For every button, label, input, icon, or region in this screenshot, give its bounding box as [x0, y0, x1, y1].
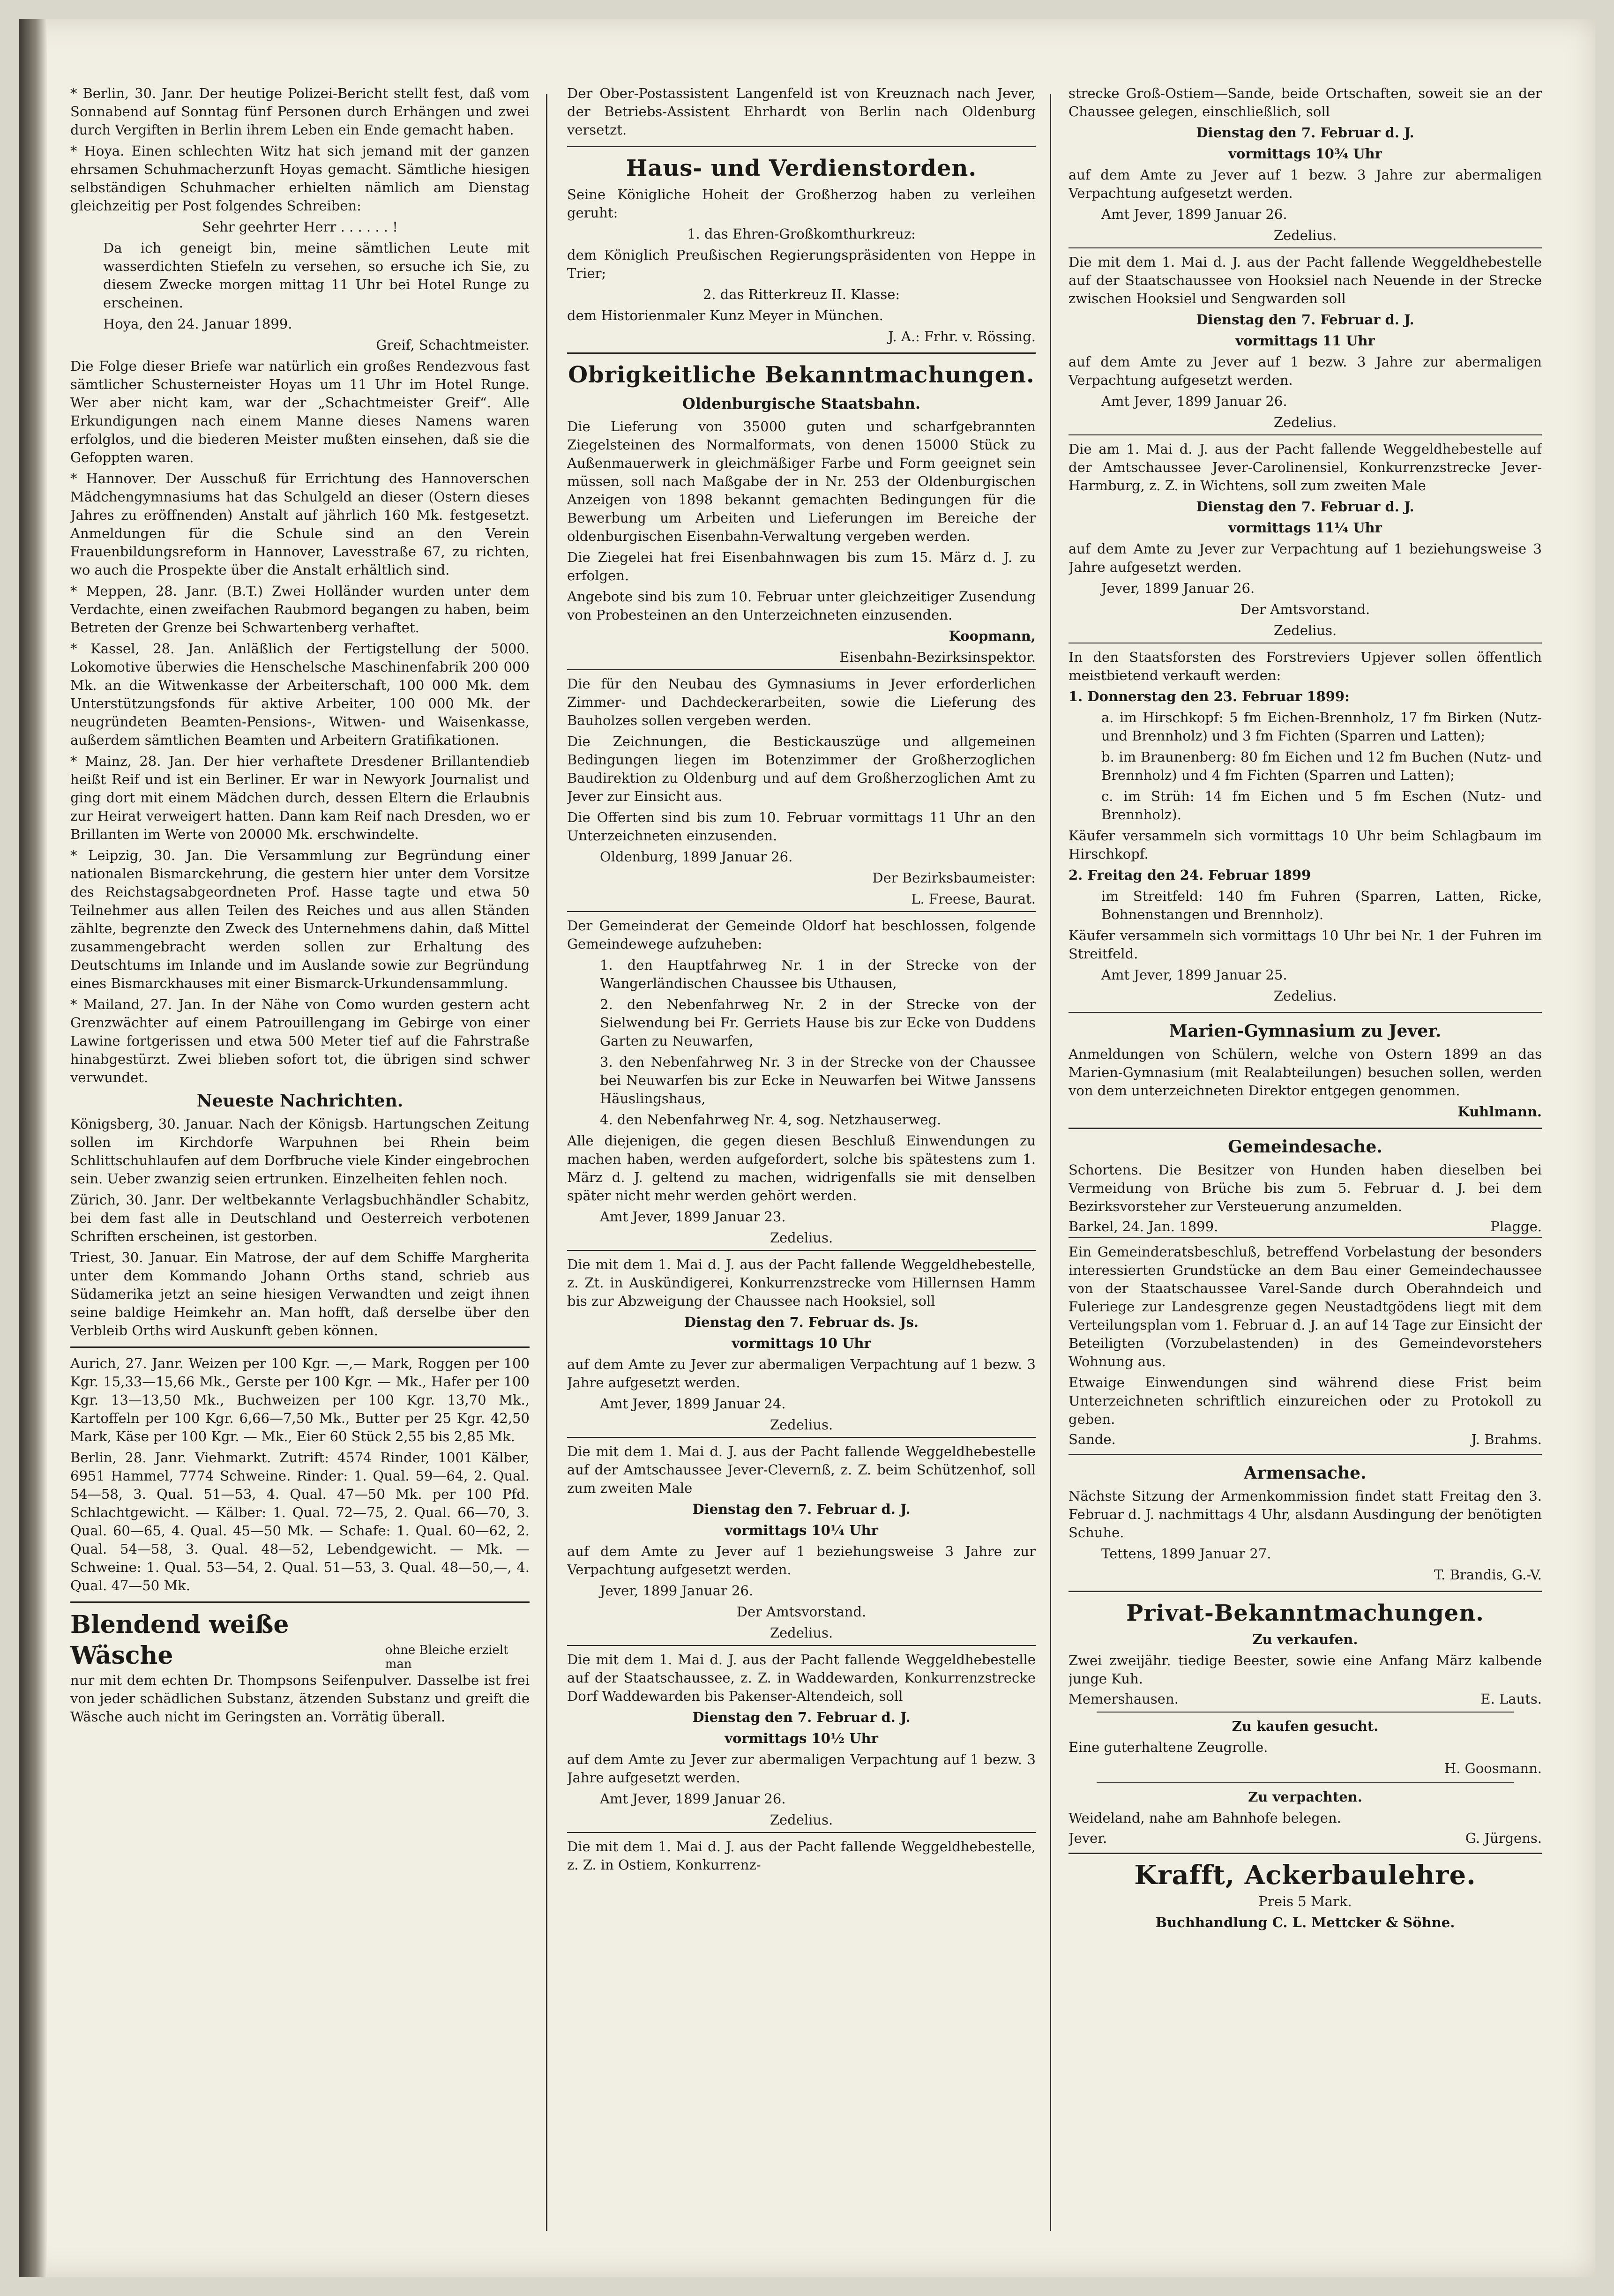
section-title-marien: Marien-Gymnasium zu Jever.	[1169, 1021, 1442, 1041]
ad-signature: G. Jürgens.	[1465, 1830, 1542, 1846]
notice-forst: Käufer versammeln sich vormittags 10 Uhr beim Schlagbaum im Hirschkopf.	[1069, 828, 1542, 862]
letter-body: Da ich geneigt bin, meine sämtlichen Leute mit wasserdichten Stiefeln zu versehen, so ersuche ich Sie, zu diesem Zwecke morgen mittag 11 Uhr bei Hotel Runge zu erscheinen.	[103, 240, 530, 311]
ad-kaufen: Eine guterhaltene Zeugrolle.	[1069, 1739, 1268, 1755]
notice-weggeld: Die mit dem 1. Mai d. J. aus der Pacht fallende Weggeldhebestelle auf der Amtschaussee Jever-Clevernß, z. Z. beim Schützenhof, soll zum zweiten Male	[567, 1443, 1036, 1496]
news-meppen: * Meppen, 28. Janr. (B.T.) Zwei Holländer wurden unter dem Verdachte, einen zweifachen Raubmord begangen zu haben, beim Betreten der Grenze bei Schwartenberg verhaftet.	[70, 583, 530, 636]
divider	[1069, 1591, 1542, 1592]
divider	[567, 1437, 1036, 1438]
orden-item: 2. das Ritterkreuz II. Klasse:	[702, 286, 900, 302]
notice-weggeld-time: vormittags 10½ Uhr	[725, 1730, 878, 1746]
news-mailand: * Mailand, 27. Jan. In der Nähe von Como wurden gestern acht Grenzwächter auf einem Patrouillengang im Gebirge von einer Lawine fortgerissen und etwa 500 Meter tief auf die Fahrstraße hinabgestürzt. Zwei blieben sofort tot, die übrigen sind schwer verwundet.	[70, 996, 530, 1085]
notice-signature: L. Freese, Baurat.	[911, 891, 1036, 907]
section-title-orden: Haus- und Verdienstorden.	[626, 155, 977, 181]
column-3	[1069, 84, 1542, 2231]
ad-place: Jever.	[1069, 1830, 1107, 1846]
divider	[1097, 1782, 1514, 1783]
section-title-privat: Privat-Bekanntmachungen.	[1126, 1600, 1484, 1626]
notice-weggeld: auf dem Amte zu Jever auf 1 beziehungsweise 3 Jahre zur Verpachtung aufgesetzt werden.	[567, 1543, 1036, 1578]
notice-weggeld: Die mit dem 1. Mai d. J. aus der Pacht fallende Weggeldhebestelle, z. Z. in Ostiem, Konkurrenz-	[567, 1839, 1036, 1873]
news-hoya: * Hoya. Einen schlechten Witz hat sich jemand mit der ganzen ehrsamen Schuhmacherzunft Hoyas gemacht. Sämtliche hiesigen selbständigen Schuhmacher erhielten nämlich am Dienstag gleichzeitig per Post folgendes Schreiben:	[70, 143, 530, 214]
ad-signature: E. Lauts.	[1480, 1691, 1542, 1707]
notice-weggeld-date: Dienstag den 7. Februar d. J.	[1196, 312, 1414, 328]
subheading-staatsbahn: Oldenburgische Staatsbahn.	[682, 395, 921, 412]
market-aurich: Aurich, 27. Janr. Weizen per 100 Kgr. —,— Mark, Roggen per 100 Kgr. 15,33—15,66 Mk., Gerste per 100 Kgr. — Mk., Hafer per 100 Kgr. 13—13,50 Mk., Buchweizen per 100 Kgr. 13,70 Mk., Kartoffeln per 100 Kgr. 6,66—7,50 Mk., Butter per 25 Kgr. 42,50 Mark, Käse per 100 Kgr. — Mk., Eier 60 Stück 2,55 bis 2,85 Mk.	[70, 1355, 530, 1444]
notice-gymnasium: Die für den Neubau des Gymnasiums in Jever erforderlichen Zimmer- und Dachdeckerarbeiten, sowie die Lieferung des Bauholzes sollen vergeben werden.	[567, 676, 1036, 728]
notice-oldorf: Der Gemeinderat der Gemeinde Oldorf hat beschlossen, folgende Gemeindewege aufzuheben:	[567, 918, 1036, 952]
notice-date: Amt Jever, 1899 Januar 26.	[1101, 206, 1287, 222]
divider	[1069, 1012, 1542, 1013]
notice-signature: Plagge.	[1490, 1219, 1542, 1234]
notice-weggeld-date: Dienstag den 7. Februar d. J.	[1196, 125, 1414, 141]
subheading-verpachten: Zu verpachten.	[1248, 1789, 1362, 1805]
orden-intro: Seine Königliche Hoheit der Großherzog haben zu verleihen geruht:	[567, 187, 1036, 221]
letter-date: Hoya, den 24. Januar 1899.	[103, 316, 292, 332]
notice-oldorf-item: 1. den Hauptfahrweg Nr. 1 in der Strecke von der Wangerländischen Chaussee bis Uthausen,	[600, 957, 1036, 991]
notice-sande: Etwaige Einwendungen sind während diese Frist beim Unterzeichneten schriftlich einzureichen oder zu Protokoll zu geben.	[1069, 1375, 1542, 1427]
notice-weggeld-time: vormittags 10 Uhr	[732, 1335, 871, 1351]
divider	[1097, 1712, 1514, 1713]
notice-armen: Nächste Sitzung der Armenkommission findet statt Freitag den 3. Februar d. J. nachmittags 4 Uhr, alsdann Ausdingung der benötigten Schuhe.	[1069, 1488, 1542, 1541]
notice-oldorf-item: 2. den Nebenfahrweg Nr. 2 in der Strecke von der Sielwendung bei Fr. Gerriets Hause bis zur Ecke von Duddens Garten zu Neuwarfen,	[600, 996, 1036, 1049]
signature-row	[1069, 1431, 1542, 1447]
divider	[70, 1346, 530, 1348]
ad-place: Memershausen.	[1069, 1691, 1179, 1707]
notice-forst-date: 2. Freitag den 24. Februar 1899	[1069, 867, 1311, 883]
notice-weggeld: auf dem Amte zu Jever zur abermaligen Verpachtung auf 1 bezw. 3 Jahre aufgesetzt werden.	[567, 1356, 1036, 1391]
notice-date: Amt Jever, 1899 Januar 24.	[600, 1396, 786, 1412]
news-hannover: * Hannover. Der Ausschuß für Errichtung des Hannoverschen Mädchengymnasiums hat das Schulgeld an dieser (Ostern dieses Jahres zu eröffnenden) Anstalt auf jährlich 160 Mk. festgesetzt. Anmeldungen für die Schule sind an den Verein Frauenbildungsreform in Hannover, Lavesstraße 67, zu richten, wo auch die Prospekte über die Anstalt erhältlich sind.	[70, 471, 530, 578]
ad-side-text: ohne Bleiche erzielt man	[385, 1643, 508, 1671]
letter-signature: Greif, Schachtmeister.	[376, 337, 530, 353]
ad-krafft-price: Preis 5 Mark.	[1258, 1893, 1352, 1909]
signature-row	[1069, 1830, 1542, 1846]
notice-bahn: Die Lieferung von 35000 guten und scharfgebrannten Ziegelsteinen des Normalformats, von denen 15000 Stück zu Außenmauerwerk in gleichmäßiger Farbe und Form geeignet sein müssen, soll nach Maßgabe der in Nr. 253 der Oldenburgischen Anzeigen von 1898 bekannt gemachten Bedingungen für die Bewerbung um Arbeiten und Lieferungen im Bereiche der oldenburgischen Eisenbahn-Verwaltung vergeben werden.	[567, 419, 1036, 544]
divider	[70, 1601, 530, 1603]
notice-weggeld: auf dem Amte zu Jever zur Verpachtung auf 1 beziehungsweise 3 Jahre aufgesetzt werden.	[1069, 541, 1542, 575]
notice-weggeld: auf dem Amte zu Jever zur abermaligen Verpachtung auf 1 bezw. 3 Jahre aufgesetzt werden.	[567, 1751, 1036, 1786]
notice-weggeld-date: Dienstag den 7. Februar d. J.	[1196, 499, 1414, 515]
notice-date: Barkel, 24. Jan. 1899.	[1069, 1219, 1218, 1234]
notice-signature: Koopmann,	[949, 628, 1036, 644]
notice-signature: Zedelius.	[770, 1230, 833, 1246]
news-triest: Triest, 30. Januar. Ein Matrose, der auf dem Schiffe Margherita unter dem Kommando Johann Orths stand, schrieb aus Südamerika jetzt an seine hiesigen Verwandten und zeigt ihnen seine baldige Heimkehr an. Man hofft, daß derselbe über den Verbleib Orths wird Auskunft geben können.	[70, 1249, 530, 1339]
notice-signature: J. Brahms.	[1471, 1431, 1542, 1447]
notice-weggeld: Die mit dem 1. Mai d. J. aus der Pacht fallende Weggeldhebestelle, z. Zt. in Auskündigerei, Konkurrenzstrecke vom Hillernsen Hamm bis zur Abzweigung der Chaussee nach Hooksiel, soll	[567, 1256, 1036, 1309]
notice-signature: Zedelius.	[770, 1625, 833, 1641]
divider	[567, 911, 1036, 912]
divider	[1069, 1454, 1542, 1455]
notice-weggeld-time: vormittags 10¾ Uhr	[1228, 146, 1382, 162]
news-hoya-followup: Die Folge dieser Briefe war natürlich ein großes Rendezvous fast sämtlicher Schusterneister Hoyas um 11 Uhr im Hotel Runge. Wer aber nicht kam, war der „Schachtmeister Greif“. Alle Erkundigungen nach einem Manne dieses Namens waren erfolglos, und die biederen Meister mußten einsehen, daß sie die Gefoppten waren.	[70, 358, 530, 465]
notice-weggeld: auf dem Amte zu Jever auf 1 bezw. 3 Jahre zur abermaligen Verpachtung aufgesetzt werden.	[1069, 354, 1542, 388]
column-rule	[546, 94, 547, 2231]
notice-signature: Der Bezirksbaumeister:	[872, 870, 1036, 886]
notice-forst: In den Staatsforsten des Forstreviers Upjever sollen öffentlich meistbietend verkauft werden:	[1069, 649, 1542, 683]
market-berlin: Berlin, 28. Janr. Viehmarkt. Zutrift: 4574 Rinder, 1001 Kälber, 6951 Hammel, 7774 Schweine. Rinder: 1. Qual. 59—64, 2. Qual. 54—58, 3. Qual. 51—53, 4. Qual. 47—50 Mk. per 100 Pfd. Schlachtgewicht. — Kälber: 1. Qual. 72—75, 2. Qual. 66—70, 3. Qual. 60—65, 4. Qual. 45—50 Mk. — Schafe: 1. Qual. 60—62, 2. Qual. 54—58, 3. Qual. 48—52, Lebendgewicht. — Mk. — Schweine: 1. Qual. 53—54, 2. Qual. 51—53, 3. Qual. 48—50,—, 4. Qual. 47—50 Mk.	[70, 1450, 530, 1593]
newspaper-page	[19, 19, 1595, 2277]
section-title-obrigkeit: Obrigkeitliche Bekanntmachungen.	[568, 362, 1035, 388]
news-leipzig: * Leipzig, 30. Jan. Die Versammlung zur Begründung einer nationalen Bismarckehrung, die gestern hier unter dem Vorsitze des Reichstagsabgeordneten Prof. Hasse tagte und etwa 50 Teilnehmer aus allen Teilen des Reiches und aus allen Ständen zählte, begrenzte den Zweck des Unternehmens dahin, daß Mittel zusammengebracht werden sollen zur Erhaltung des Deutschtums im Inlande und im Auslande sowie zur Begründung eines Bismarckhauses mit einer Bismarck-Urkundensammlung.	[70, 847, 530, 991]
news-berlin: * Berlin, 30. Janr. Der heutige Polizei-Bericht stellt fest, daß vom Sonnabend auf Sonntag fünf Personen durch Erhängen und zwei durch Vergiften in Berlin ihrem Leben ein Ende gemacht haben.	[70, 85, 530, 138]
notice-date: Jever, 1899 Januar 26.	[1101, 580, 1255, 596]
news-mainz: * Mainz, 28. Jan. Der hier verhaftete Dresdener Brillantendieb heißt Reif und ist ein Berliner. Er war in Newyork Journalist und ging dort mit einem Mädchen durch, dessen Eltern die Erlaubnis zur Heirat verweigert hatten. Dann kam Reif nach Dresden, wo er Brillanten im Werte von 20000 Mk. erschwindelte.	[70, 753, 530, 842]
notice-weggeld: auf dem Amte zu Jever auf 1 bezw. 3 Jahre zur abermaligen Verpachtung aufgesetzt werden.	[1069, 167, 1542, 201]
notice-signature: Der Amtsvorstand.	[1240, 601, 1370, 617]
ad-signature: H. Goosmann.	[1444, 1760, 1542, 1776]
notice-signature: T. Brandis, G.-V.	[1434, 1567, 1542, 1583]
notice-forst-item: c. im Strüh: 14 fm Eichen und 5 fm Eschen (Nutz- und Brennholz).	[1101, 788, 1542, 823]
ad-verpachten: Weideland, nahe am Bahnhofe belegen.	[1069, 1810, 1341, 1826]
notice-weggeld: Die am 1. Mai d. J. aus der Pacht fallende Weggeldhebestelle auf der Amtschaussee Jever-Carolinensiel, Konkurrenzstrecke Jever-Harmburg, z. Z. in Wichtens, soll zum zweiten Male	[1069, 441, 1542, 494]
divider	[567, 1250, 1036, 1251]
notice-forst: Käufer versammeln sich vormittags 10 Uhr bei Nr. 1 der Fuhren im Streitfeld.	[1069, 927, 1542, 962]
notice-weggeld-date: Dienstag den 7. Februar d. J.	[692, 1501, 911, 1517]
notice-signature: Zedelius.	[1273, 227, 1337, 243]
notice-forst-date: 1. Donnerstag den 23. Februar 1899:	[1069, 688, 1350, 704]
notice-signature: Kuhlmann.	[1457, 1104, 1542, 1120]
notice-weggeld-date: Dienstag den 7. Februar d. J.	[692, 1709, 911, 1725]
divider	[567, 146, 1036, 147]
notice-bahn: Die Ziegelei hat frei Eisenbahnwagen bis zum 15. März d. J. zu erfolgen.	[567, 549, 1036, 583]
divider	[567, 669, 1036, 670]
notice-signature: Zedelius.	[1273, 622, 1337, 638]
notice-gymnasium: Die Zeichnungen, die Bestickauszüge und allgemeinen Bedingungen liegen im Botenzimmer der Großherzoglichen Baudirektion zu Oldenburg und auf dem Großherzoglichen Amt zu Jever zur Einsicht aus.	[567, 733, 1036, 804]
notice-signature: Eisenbahn-Bezirksinspektor.	[839, 649, 1036, 665]
divider	[567, 1645, 1036, 1646]
notice-weggeld-date: Dienstag den 7. Februar ds. Js.	[684, 1314, 919, 1330]
notice-date: Oldenburg, 1899 Januar 26.	[600, 849, 793, 865]
ad-title: Blendend weiße Wäsche	[70, 1610, 289, 1670]
book-spine	[19, 19, 47, 2277]
notice-date: Jever, 1899 Januar 26.	[600, 1583, 754, 1599]
ad-header	[70, 1609, 530, 1671]
notice-date: Amt Jever, 1899 Januar 26.	[1101, 393, 1287, 409]
notice-weggeld-time: vormittags 11 Uhr	[1235, 333, 1375, 349]
notice-signature: Zedelius.	[1273, 988, 1337, 1004]
notice-weggeld-time: vormittags 10¼ Uhr	[725, 1522, 878, 1538]
notice-signature: Zedelius.	[1273, 414, 1337, 430]
orden-signature: J. A.: Frhr. v. Rössing.	[888, 329, 1036, 344]
divider	[1069, 1853, 1542, 1854]
divider	[1069, 247, 1542, 248]
notice-post: Der Ober-Postassistent Langenfeld ist von Kreuznach nach Jever, der Betriebs-Assistent Ehrhardt von Berlin nach Oldenburg versetzt.	[567, 85, 1036, 138]
notice-schortens: Schortens. Die Besitzer von Hunden haben dieselben bei Vermeidung von Brüche bis zum 5. Februar d. J. bei dem Bezirksvorsteher zur Versteuerung anzumelden.	[1069, 1162, 1542, 1214]
divider	[567, 352, 1036, 354]
orden-item: dem Königlich Preußischen Regierungspräsidenten von Heppe in Trier;	[567, 247, 1036, 281]
divider	[567, 1832, 1036, 1833]
divider	[1069, 434, 1542, 435]
notice-sande: Ein Gemeinderatsbeschluß, betreffend Vorbelastung der besonders interessierten Grundstücke an dem Bau einer Gemeindechaussee von der Staatschaussee Varel-Sande durch Oberahndeich und Fuleriege zur Landesgrenze gegen Neustadtgödens liegt mit dem Verteilungsplan vom 1. Februar d. J. an auf 14 Tage zur Einsicht der Beteiligten (Vorzubelastenden) in des Gemeindevorstehers Wohnung aus.	[1069, 1244, 1542, 1369]
notice-forst-item: b. im Braunenberg: 80 fm Eichen und 12 fm Buchen (Nutz- und Brennholz) und 4 fm Fichten (Sparren und Latten);	[1101, 749, 1542, 783]
signature-row	[1069, 1691, 1542, 1707]
section-title-gemeinde: Gemeindesache.	[1228, 1137, 1382, 1157]
ad-verkaufen: Zwei zweijähr. tiedige Beester, sowie eine Anfang März kalbende junge Kuh.	[1069, 1653, 1542, 1687]
notice-weggeld: strecke Groß-Ostiem—Sande, beide Ortschaften, soweit sie an der Chaussee gelegen, einschließlich, soll	[1069, 85, 1542, 120]
column-2	[567, 84, 1036, 2231]
orden-item: dem Historienmaler Kunz Meyer in München.	[567, 307, 883, 323]
news-zuerich: Zürich, 30. Janr. Der weltbekannte Verlagsbuchhändler Schabitz, bei dem fast alle in Deutschland und Oesterreich verbotenen Schriften erscheinen, ist gestorben.	[70, 1192, 530, 1244]
signature-row	[1069, 1219, 1542, 1234]
notice-signature: Der Amtsvorstand.	[736, 1604, 867, 1620]
subheading-verkaufen: Zu verkaufen.	[1252, 1631, 1358, 1647]
notice-date: Tettens, 1899 Januar 27.	[1101, 1546, 1271, 1562]
notice-oldorf: Alle diejenigen, die gegen diesen Beschluß Einwendungen zu machen haben, werden aufgefordert, solche bis spätestens zum 1. März d. J. geltend zu machen, widrigenfalls sie mit denselben später nicht mehr werden gehört werden.	[567, 1133, 1036, 1204]
notice-weggeld-time: vormittags 11¼ Uhr	[1228, 520, 1382, 536]
orden-item: 1. das Ehren-Großkomthurkreuz:	[687, 226, 916, 242]
notice-weggeld: Die mit dem 1. Mai d. J. aus der Pacht fallende Weggeldhebestelle auf der Staatschaussee, z. Z. in Waddewarden, Konkurrenzstrecke Dorf Waddewarden bis Pakenser-Altendeich, soll	[567, 1652, 1036, 1704]
section-title-neueste: Neueste Nachrichten.	[196, 1091, 404, 1111]
letter-salutation: Sehr geehrter Herr . . . . . . !	[202, 219, 398, 235]
notice-date: Amt Jever, 1899 Januar 26.	[600, 1791, 786, 1807]
news-kassel: * Kassel, 28. Jan. Anläßlich der Fertigstellung der 5000. Lokomotive überwies die Henschelsche Maschinenfabrik 200 000 Mk. an die Witwenkasse der Arbeiterschaft, 100 000 Mk. dem Unterstützungsfonds für aktive Arbeiter, 100 000 Mk. der neugründeten Beamten-Pensions-, Witwen- und Waisenkasse, außerdem sämtlichen Beamten und Arbeitern Gratifikationen.	[70, 641, 530, 748]
notice-oldorf-item: 4. den Nebenfahrweg Nr. 4, sog. Netzhauserweg.	[600, 1112, 942, 1128]
notice-bahn: Angebote sind bis zum 10. Februar unter gleichzeitiger Zusendung von Probesteinen an den Unterzeichneten einzusenden.	[567, 589, 1036, 623]
notice-oldorf-item: 3. den Nebenfahrweg Nr. 3 in der Strecke von der Chaussee bei Neuwarfen bis zur Ecke in Neuwarfen bei Witwe Janssens Häuslingshaus,	[600, 1054, 1036, 1107]
notice-weggeld: Die mit dem 1. Mai d. J. aus der Pacht fallende Weggeldhebestelle auf der Staatschaussee von Hooksiel nach Neuende in der Strecke zwischen Hooksiel und Sengwarden soll	[1069, 254, 1542, 307]
ad-krafft-title: Krafft, Ackerbaulehre.	[1134, 1860, 1476, 1891]
notice-forst-item: a. im Hirschkopf: 5 fm Eichen-Brennholz, 17 fm Birken (Nutz- und Brennholz) und 3 fm Fichten (Sparren und Latten);	[1101, 710, 1542, 744]
divider	[1069, 1237, 1542, 1238]
ad-krafft-shop: Buchhandlung C. L. Mettcker & Söhne.	[1155, 1915, 1455, 1930]
subheading-kaufen: Zu kaufen gesucht.	[1232, 1718, 1379, 1734]
news-koenigsberg: Königsberg, 30. Januar. Nach der Königsb. Hartungschen Zeitung sollen im Kirchdorfe Warpuhnen bei Rhein beim Schlittschuhlaufen auf dem Dorfbruche viele Kinder eingebrochen sein. Ueber zwanzig seien ertrunken. Einzelheiten fehlen noch.	[70, 1116, 530, 1187]
section-title-armen: Armensache.	[1244, 1463, 1367, 1483]
column-rule	[1050, 94, 1051, 2231]
notice-marien: Anmeldungen von Schülern, welche von Ostern 1899 an das Marien-Gymnasium (mit Realabteilungen) besuchen sollen, werden von dem unterzeichneten Direktor entgegen genommen.	[1069, 1046, 1542, 1099]
divider	[1069, 1128, 1542, 1129]
notice-date: Amt Jever, 1899 Januar 23.	[600, 1209, 786, 1225]
notice-signature: Zedelius.	[770, 1812, 833, 1828]
notice-date: Sande.	[1069, 1431, 1116, 1447]
notice-date: Amt Jever, 1899 Januar 25.	[1101, 967, 1287, 983]
notice-gymnasium: Die Offerten sind bis zum 10. Februar vormittags 11 Uhr an den Unterzeichneten einzusenden.	[567, 809, 1036, 844]
notice-signature: Zedelius.	[770, 1417, 833, 1433]
notice-forst-item: im Streitfeld: 140 fm Fuhren (Sparren, Latten, Ricke, Bohnenstangen und Brennholz).	[1101, 888, 1542, 922]
column-1	[70, 84, 530, 2231]
ad-body: nur mit dem echten Dr. Thompsons Seifenpulver. Dasselbe ist frei von jeder schädlichen Substanz, ätzenden Substanz und greift die Wäsche auch nicht im Geringsten an. Vorrätig überall.	[70, 1672, 530, 1725]
